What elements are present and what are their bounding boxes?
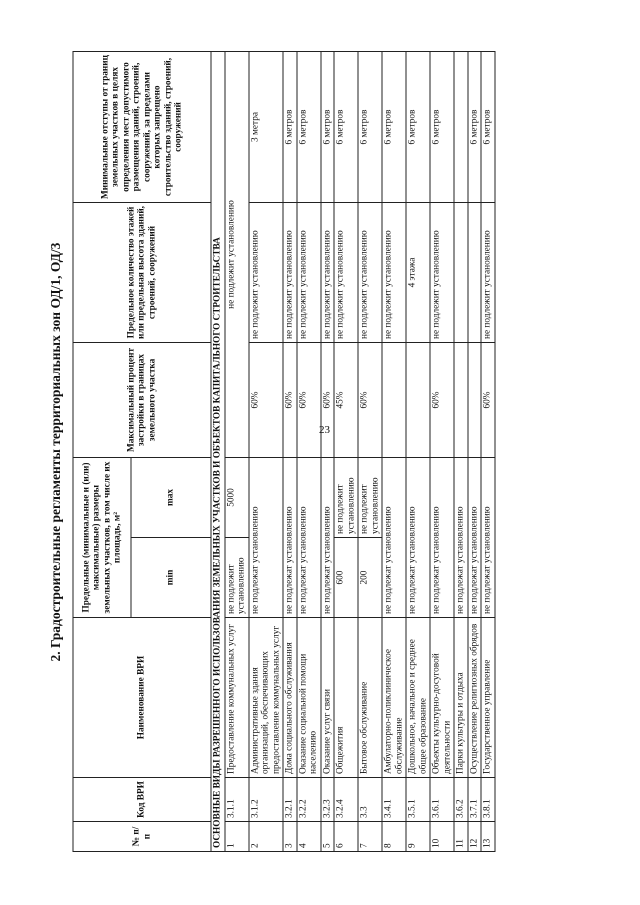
row-floors: не подлежит установлению <box>481 203 495 343</box>
row-name: Парки культуры и отдыха <box>454 618 468 778</box>
row-percent: 60% <box>321 343 335 458</box>
row-num: 11 <box>454 822 468 852</box>
section-title: ОСНОВНЫЕ ВИДЫ РАЗРЕШЕННОГО ИСПОЛЬЗОВАНИЯ ЗЕМЕЛЬНЫХ УЧАСТКОВ И ОБЪЕКТОВ КАПИТАЛЬНОГО СТРОИТЕЛЬСТВА <box>211 52 225 852</box>
row-name: Бытовое обслуживание <box>358 618 382 778</box>
row-code: 3.2.1 <box>283 778 297 822</box>
row-floors: не подлежит установлению <box>321 203 335 343</box>
row-name: Административные здания организаций, обеспечивающих предоставление коммунальных услуг <box>249 618 284 778</box>
table-row <box>334 52 358 852</box>
row-num: 2 <box>249 822 284 852</box>
row-max: 5000 <box>225 458 249 538</box>
row-percent <box>382 343 406 458</box>
row-percent: 60% <box>358 343 382 458</box>
row-name: Оказание социальной помощи населению <box>297 618 321 778</box>
header-size: Предельные (минимальные и (или) максимальные) размеры земельных участков, в том числе их площадь, м² <box>73 458 131 618</box>
row-num: 4 <box>297 822 321 852</box>
table-row <box>225 52 249 852</box>
row-size: не подлежат установлению <box>249 458 284 618</box>
table-row <box>249 52 284 852</box>
row-code: 3.7.1 <box>468 778 482 822</box>
row-name: Объекты культурно-досуговой деятельности <box>430 618 454 778</box>
header-name: Наименование ВРИ <box>73 618 211 778</box>
row-size: не подлежат установлению <box>454 458 468 618</box>
row-floors <box>468 203 482 343</box>
row-size: не подлежат установлению <box>430 458 454 618</box>
row-floors <box>454 203 468 343</box>
table-row <box>481 52 495 852</box>
row-num: 1 <box>225 822 249 852</box>
table-row <box>297 52 321 852</box>
row-code: 3.5.1 <box>406 778 430 822</box>
row-code: 3.1.1 <box>225 778 249 822</box>
header-max: max <box>131 458 211 538</box>
rotated-table-wrapper <box>73 52 562 852</box>
row-floors: 4 этажа <box>406 203 430 343</box>
row-name: Общежития <box>334 618 358 778</box>
row-setback: 6 метров <box>430 52 454 203</box>
row-num: 3 <box>283 822 297 852</box>
row-setback: 6 метров <box>321 52 335 203</box>
row-floors: не подлежит установлению <box>358 203 382 343</box>
row-num: 12 <box>468 822 482 852</box>
table-row <box>358 52 382 852</box>
row-code: 3.2.2 <box>297 778 321 822</box>
row-setback: 6 метров <box>468 52 482 203</box>
row-floors: не подлежит установлению <box>249 203 284 343</box>
table-row <box>454 52 468 852</box>
row-code: 3.2.3 <box>321 778 335 822</box>
row-percent <box>454 343 468 458</box>
row-name: Амбулаторно-поликлиническое обслуживание <box>382 618 406 778</box>
row-size: не подлежат установлению <box>297 458 321 618</box>
document-title: 2. Градостроительные регламенты территориальных зон ОД/1, ОД/3 <box>48 242 63 662</box>
regulations-table <box>73 51 496 852</box>
header-floors: Предельное количество этажей или предельная высота зданий, строений, сооружений <box>73 203 211 343</box>
row-name: Государственное управление <box>481 618 495 778</box>
row-min: 600 <box>334 538 358 618</box>
row-min: 200 <box>358 538 382 618</box>
row-setback: 3 метра <box>249 52 284 203</box>
row-setback: 6 метров <box>297 52 321 203</box>
row-size: не подлежат установлению <box>382 458 406 618</box>
table-row <box>382 52 406 852</box>
row-min: не подлежит установлению <box>225 538 249 618</box>
header-setback: Минимальные отступы от границ земельных участков в целях определения мест допустимого размещения зданий, строений, сооружений, за пределами которых запрещено строительство зданий, строений, сооружений <box>73 52 211 203</box>
row-size: не подлежат установлению <box>468 458 482 618</box>
row-setback: 6 метров <box>283 52 297 203</box>
row-code: 3.2.4 <box>334 778 358 822</box>
header-percent: Максимальный процент застройки в границах земельного участка <box>73 343 211 458</box>
row-num: 13 <box>481 822 495 852</box>
row-percent <box>468 343 482 458</box>
table-row <box>406 52 430 852</box>
table-row <box>430 52 454 852</box>
row-name: Оказание услуг связи <box>321 618 335 778</box>
row-floors: не подлежит установлению <box>334 203 358 343</box>
row-percent <box>406 343 430 458</box>
row-floors: не подлежит установлению <box>297 203 321 343</box>
row-floors: не подлежит установлению <box>283 203 297 343</box>
page-number: 23 <box>319 424 330 436</box>
header-code: Код ВРИ <box>73 778 211 822</box>
row-num: 10 <box>430 822 454 852</box>
row-setback <box>454 52 468 203</box>
row-floors: не подлежит установлению <box>382 203 406 343</box>
row-setback: 6 метров <box>406 52 430 203</box>
row-max: не подлежит установлению <box>334 458 358 538</box>
row-num: 7 <box>358 822 382 852</box>
row-percent: 60% <box>430 343 454 458</box>
row-size: не подлежат установлению <box>481 458 495 618</box>
row-percent: 60% <box>297 343 321 458</box>
row-name: Осуществление религиозных обрядов <box>468 618 482 778</box>
row-size: не подлежат установлению <box>406 458 430 618</box>
row-num: 9 <box>406 822 430 852</box>
row-num: 8 <box>382 822 406 852</box>
row-name: Дошкольное, начальное и среднее общее образование <box>406 618 430 778</box>
row-name: Предоставление коммунальных услуг <box>225 618 249 778</box>
row-code: 3.8.1 <box>481 778 495 822</box>
row-num: 6 <box>334 822 358 852</box>
row-setback: 6 метров <box>481 52 495 203</box>
row-percent: 45% <box>334 343 358 458</box>
row-setback: 6 метров <box>382 52 406 203</box>
header-min: min <box>131 538 211 618</box>
row-rest: не подлежит установлению <box>225 52 249 458</box>
row-setback: 6 метров <box>358 52 382 203</box>
row-size: не подлежат установлению <box>321 458 335 618</box>
row-code: 3.6.2 <box>454 778 468 822</box>
row-num: 5 <box>321 822 335 852</box>
table-row <box>283 52 297 852</box>
row-percent: 60% <box>481 343 495 458</box>
header-num: № п/п <box>73 822 211 852</box>
row-code: 3.1.2 <box>249 778 284 822</box>
row-code: 3.3 <box>358 778 382 822</box>
row-size: не подлежат установлению <box>283 458 297 618</box>
row-setback: 6 метров <box>334 52 358 203</box>
row-max: не подлежит установлению <box>358 458 382 538</box>
table-row <box>468 52 482 852</box>
row-name: Дома социального обслуживания <box>283 618 297 778</box>
row-code: 3.4.1 <box>382 778 406 822</box>
table-row <box>321 52 335 852</box>
row-floors: не подлежит установлению <box>430 203 454 343</box>
row-code: 3.6.1 <box>430 778 454 822</box>
row-percent: 60% <box>249 343 284 458</box>
row-percent: 60% <box>283 343 297 458</box>
